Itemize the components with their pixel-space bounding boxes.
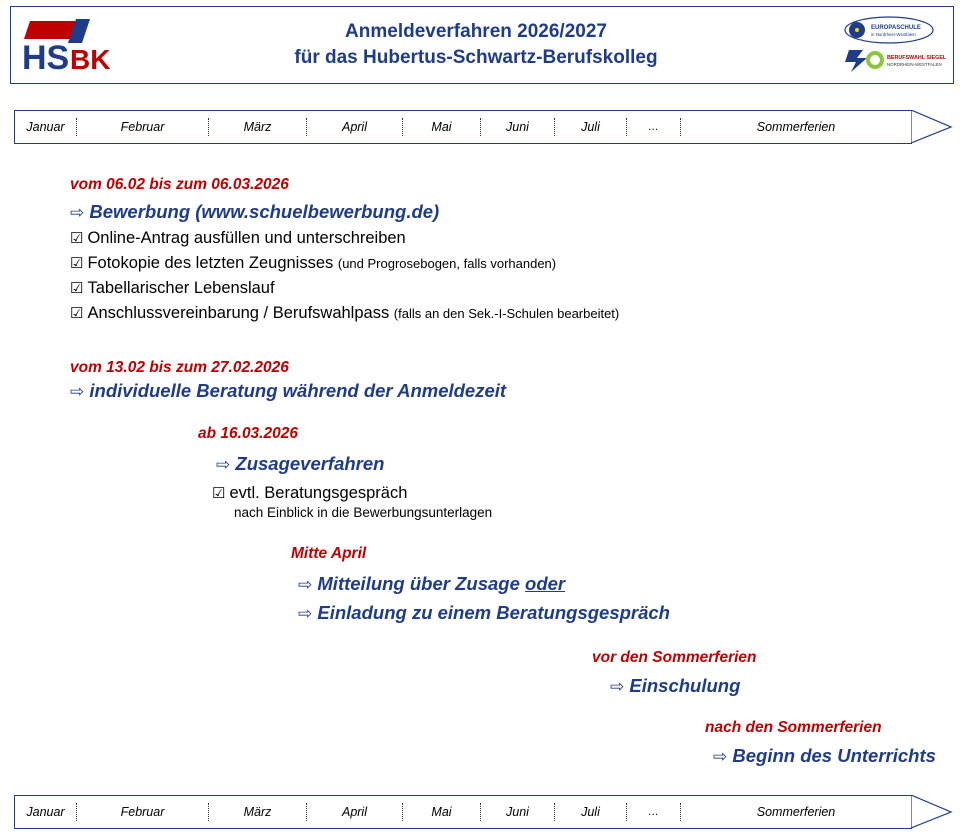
- timeline-month-juni: Juni: [481, 118, 555, 136]
- hand-arrow-icon: ⇨: [713, 747, 728, 766]
- step-1-item-4: [70, 304, 619, 323]
- arrow-head-icon: [911, 795, 953, 829]
- step-1-item-1: [70, 229, 619, 248]
- page-title-line2: für das Hubertus-Schwartz-Berufskolleg: [294, 47, 658, 68]
- timeline-bottom-arrowhead: [911, 795, 953, 829]
- step-1-item-4-note: (falls an den Sek.-I-Schulen bearbeitet): [393, 306, 620, 321]
- timeline-month-juni: Juni: [481, 803, 555, 821]
- svg-text:NORDRHEIN-WESTFALEN: NORDRHEIN-WESTFALEN: [887, 62, 942, 67]
- timeline-ellipsis: …: [627, 118, 681, 136]
- timeline-bottom-body: [14, 795, 912, 829]
- timeline-month-maerz: März: [209, 803, 307, 821]
- svg-text:HS: HS: [22, 39, 70, 77]
- step-1-item-2-note: (und Progrosebogen, falls vorhanden): [337, 256, 557, 271]
- step-5: [592, 649, 757, 697]
- step-2: [70, 359, 506, 402]
- step-3-headline-text: Zusageverfahren: [235, 453, 385, 474]
- hand-arrow-icon: ⇨: [610, 677, 625, 696]
- step-6: [705, 719, 936, 767]
- timeline-ellipsis: …: [627, 803, 681, 821]
- step-1-headline: [70, 201, 619, 223]
- step-1-date: vom 06.02 bis zum 06.03.2026: [70, 176, 289, 193]
- step-4: [291, 545, 670, 624]
- step-3-item-1: [212, 484, 492, 503]
- timeline-month-februar: Februar: [77, 803, 209, 821]
- page-title: [129, 19, 823, 71]
- timeline-top: [14, 110, 952, 144]
- step-1: [70, 176, 619, 323]
- checkbox-icon: ☑: [70, 305, 84, 322]
- timeline-month-april: April: [307, 803, 403, 821]
- timeline-bottom: [14, 795, 952, 829]
- step-3: [198, 425, 492, 520]
- timeline-sommerferien: Sommerferien: [756, 120, 836, 134]
- hand-arrow-icon: ⇨: [298, 604, 313, 623]
- step-4-date: Mitte April: [291, 545, 367, 562]
- europaschule-seal-icon: [827, 14, 949, 76]
- step-3-subnote: nach Einblick in die Bewerbungsunterlagen: [234, 505, 493, 520]
- certification-seals: [823, 7, 953, 83]
- timeline-month-mai: Mai: [403, 803, 481, 821]
- timeline-month-januar: Januar: [15, 118, 77, 136]
- step-1-item-4-text: Anschlussvereinbarung / Berufswahlpass: [87, 304, 394, 322]
- checkbox-icon: ☑: [212, 485, 226, 502]
- step-4-headline-text: Mitteilung über Zusage: [317, 573, 526, 594]
- svg-text:EUROPASCHULE: EUROPASCHULE: [871, 25, 921, 31]
- step-4-headline: [298, 573, 670, 595]
- timeline-month-maerz: März: [209, 118, 307, 136]
- checkbox-icon: ☑: [70, 255, 84, 272]
- step-1-item-1-text: Online-Antrag ausfüllen und unterschreiben: [87, 229, 406, 247]
- step-2-headline-text: individuelle Beratung während der Anmeldezeit: [89, 380, 507, 401]
- svg-text:BERUFSWAHL SIEGEL: BERUFSWAHL SIEGEL: [887, 55, 947, 61]
- step-1-item-3: [70, 279, 619, 298]
- arrow-head-icon: [911, 110, 953, 144]
- timeline-month-februar: Februar: [77, 118, 209, 136]
- timeline-top-arrowhead: [911, 110, 953, 144]
- svg-text:BK: BK: [70, 44, 111, 75]
- svg-text:in Nordrhein-Westfalen: in Nordrhein-Westfalen: [871, 32, 916, 37]
- timeline-month-juli: Juli: [555, 803, 627, 821]
- timeline-sommerferien: Sommerferien: [756, 805, 836, 819]
- step-4-headline-2-text: Einladung zu einem Beratungsgespräch: [317, 602, 670, 623]
- step-3-headline: [216, 453, 492, 475]
- step-5-headline-text: Einschulung: [629, 675, 741, 696]
- school-logo: [11, 7, 129, 83]
- step-6-date: nach den Sommerferien: [705, 719, 882, 736]
- timeline-month-mai: Mai: [403, 118, 481, 136]
- step-1-item-2: [70, 254, 619, 273]
- hsbk-logo-icon: [16, 13, 124, 77]
- step-2-headline: [70, 380, 506, 402]
- step-5-headline: [610, 675, 757, 697]
- timeline-top-body: [14, 110, 912, 144]
- hand-arrow-icon: ⇨: [70, 382, 85, 401]
- step-5-date: vor den Sommerferien: [592, 649, 757, 666]
- step-4-headline-underlined: oder: [525, 573, 566, 594]
- checkbox-icon: ☑: [70, 280, 84, 297]
- page-title-line1: Anmeldeverfahren 2026/2027: [345, 21, 607, 42]
- hand-arrow-icon: ⇨: [298, 575, 313, 594]
- step-4-headline-2: [298, 602, 670, 624]
- step-2-date: vom 13.02 bis zum 27.02.2026: [70, 359, 289, 376]
- hand-arrow-icon: ⇨: [216, 455, 231, 474]
- timeline-month-april: April: [307, 118, 403, 136]
- page-header: [10, 6, 954, 84]
- step-1-item-2-text: Fotokopie des letzten Zeugnisses: [87, 254, 338, 272]
- step-6-headline-text: Beginn des Unterrichts: [732, 745, 936, 766]
- timeline-month-juli: Juli: [555, 118, 627, 136]
- hand-arrow-icon: ⇨: [70, 203, 85, 222]
- checkbox-icon: ☑: [70, 230, 84, 247]
- step-6-headline: [713, 745, 936, 767]
- step-1-item-3-text: Tabellarischer Lebenslauf: [87, 279, 275, 297]
- step-1-headline-text: Bewerbung (www.schuelbewerbung.de): [89, 201, 440, 222]
- step-3-date: ab 16.03.2026: [198, 425, 298, 442]
- timeline-month-januar: Januar: [15, 803, 77, 821]
- step-3-item-1-text: evtl. Beratungsgespräch: [229, 484, 408, 502]
